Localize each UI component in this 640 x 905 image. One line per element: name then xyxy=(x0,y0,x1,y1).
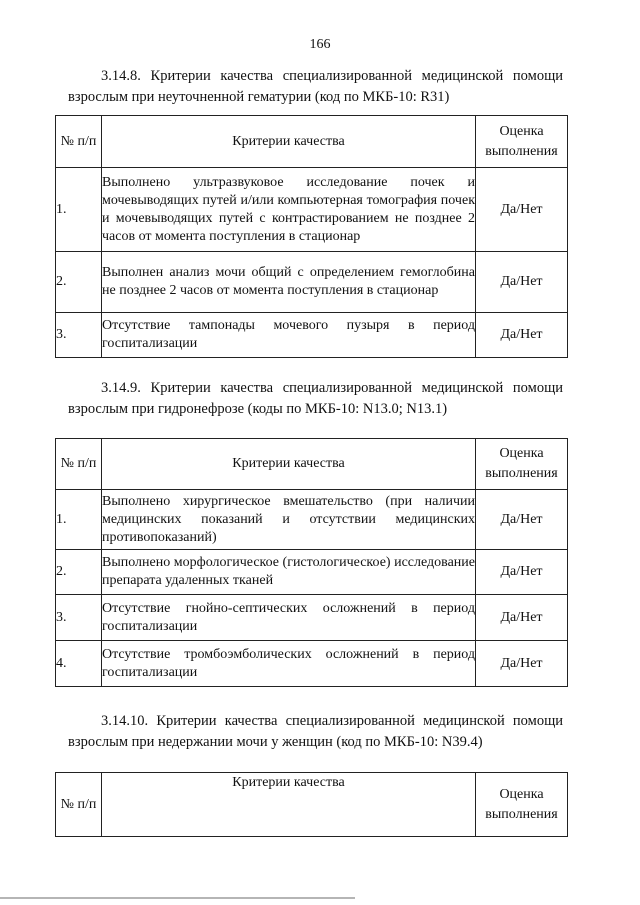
row-criteria: Выполнен анализ мочи общий с определением гемоглобина не позднее 2 часов от момента поступления в стационар xyxy=(102,252,476,313)
page-bottom-divider xyxy=(0,897,355,899)
row-evaluation: Да/Нет xyxy=(476,313,568,358)
header-criteria: Критерии качества xyxy=(102,773,476,837)
table-row xyxy=(56,550,568,595)
section-title-line1: 3.14.10. Критерии качества специализированной медицинской помощи xyxy=(101,713,563,729)
section-title-3-14-9 xyxy=(68,378,563,420)
row-num: 3. xyxy=(56,595,102,641)
table-header-row xyxy=(56,439,568,490)
row-num: 1. xyxy=(56,490,102,550)
row-evaluation: Да/Нет xyxy=(476,490,568,550)
table-row xyxy=(56,313,568,358)
header-num: № п/п xyxy=(56,116,102,168)
header-criteria: Критерии качества xyxy=(102,116,476,168)
section-title-line2: взрослым при недержании мочи у женщин (код по МКБ-10: N39.4) xyxy=(68,734,483,750)
row-criteria: Отсутствие гнойно-септических осложнений в период госпитализации xyxy=(102,595,476,641)
criteria-table-3-14-10 xyxy=(55,772,568,837)
row-num: 1. xyxy=(56,168,102,252)
row-criteria: Отсутствие тромбоэмболических осложнений в период госпитализации xyxy=(102,641,476,687)
table-row xyxy=(56,595,568,641)
row-evaluation: Да/Нет xyxy=(476,550,568,595)
header-evaluation: Оценка выполнения xyxy=(476,439,568,490)
row-num: 2. xyxy=(56,550,102,595)
row-evaluation: Да/Нет xyxy=(476,595,568,641)
header-num: № п/п xyxy=(56,773,102,837)
row-evaluation: Да/Нет xyxy=(476,641,568,687)
section-title-line1: 3.14.9. Критерии качества специализированной медицинской помощи xyxy=(101,380,563,396)
table-row xyxy=(56,168,568,252)
table-row xyxy=(56,490,568,550)
row-criteria: Выполнено хирургическое вмешательство (при наличии медицинских показаний и отсутствии медицинских противопоказаний) xyxy=(102,490,476,550)
row-num: 3. xyxy=(56,313,102,358)
header-num: № п/п xyxy=(56,439,102,490)
section-title-line2: взрослым при неуточненной гематурии (код по МКБ-10: R31) xyxy=(68,89,450,105)
criteria-table-3-14-9 xyxy=(55,438,568,687)
header-evaluation: Оценка выполнения xyxy=(476,116,568,168)
table-row xyxy=(56,641,568,687)
table-header-row xyxy=(56,116,568,168)
section-title-line1: 3.14.8. Критерии качества специализированной медицинской помощи xyxy=(101,68,563,84)
header-criteria: Критерии качества xyxy=(102,439,476,490)
page-number: 166 xyxy=(309,37,331,52)
row-criteria: Выполнено ультразвуковое исследование почек и мочевыводящих путей и/или компьютерная томография почек и мочевыводящих путей с контрастированием не позднее 2 часов от момента поступления в стационар xyxy=(102,168,476,252)
row-criteria: Отсутствие тампонады мочевого пузыря в период госпитализации xyxy=(102,313,476,358)
table-row xyxy=(56,252,568,313)
section-title-line2: взрослым при гидронефрозе (коды по МКБ-10: N13.0; N13.1) xyxy=(68,401,448,417)
row-evaluation: Да/Нет xyxy=(476,252,568,313)
section-title-3-14-8 xyxy=(68,66,563,108)
row-num: 2. xyxy=(56,252,102,313)
row-num: 4. xyxy=(56,641,102,687)
criteria-table-3-14-8 xyxy=(55,115,568,358)
header-evaluation: Оценка выполнения xyxy=(476,773,568,837)
section-title-3-14-10 xyxy=(68,711,563,753)
row-criteria: Выполнено морфологическое (гистологическое) исследование препарата удаленных тканей xyxy=(102,550,476,595)
table-header-row xyxy=(56,773,568,837)
row-evaluation: Да/Нет xyxy=(476,168,568,252)
